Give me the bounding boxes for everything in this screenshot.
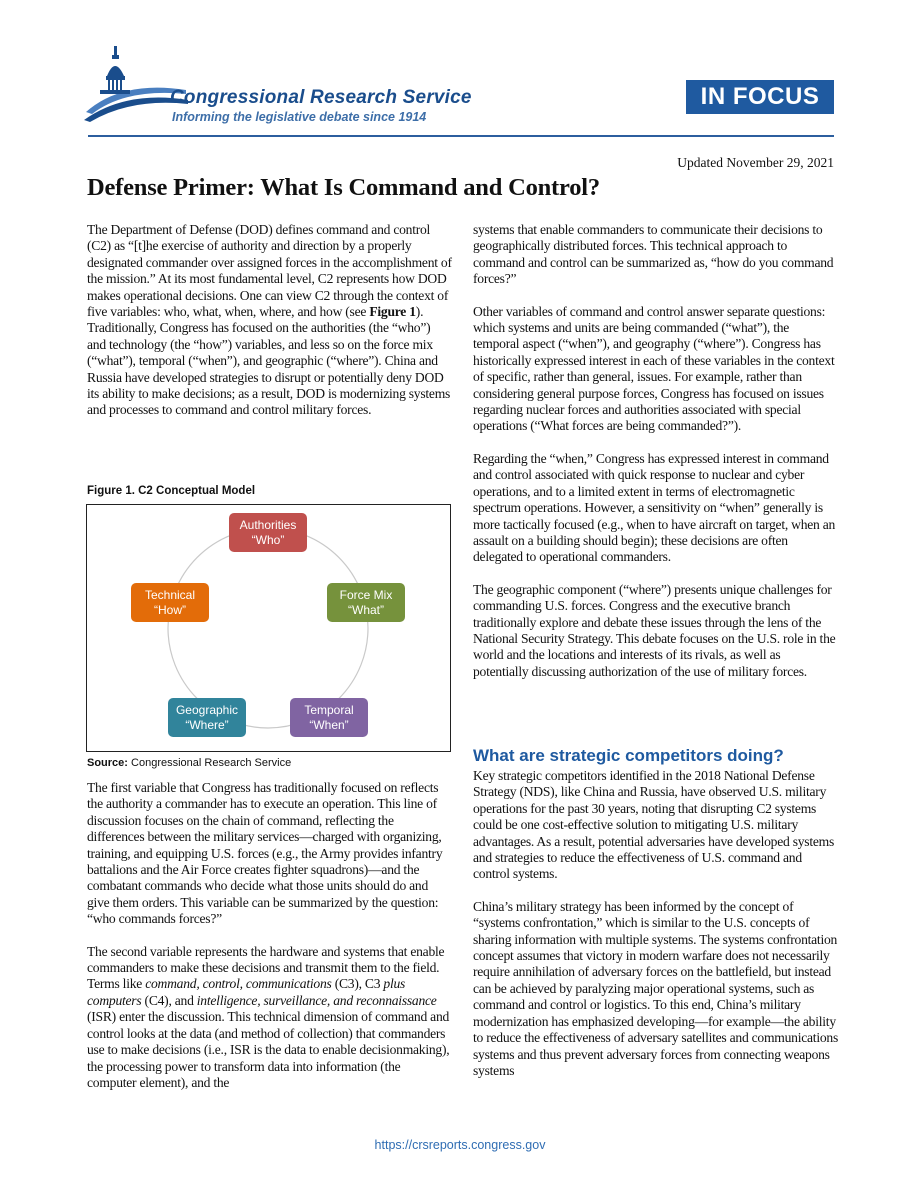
col2-paragraph-2: Other variables of command and control answer separate questions: which systems and units are being commanded (“what”), the temporal aspect (“when”), and geography (“where”). Congress has historically expressed interest in each of these variables in the context of specific, rather than general, issues. For example, rather than considering general purpose forces, Congress has focused on issues regarding nuclear forces and authorities associated with special operations (“What forces are being commanded?”). <box>473 303 835 434</box>
figure-caption: Figure 1. C2 Conceptual Model <box>87 485 256 497</box>
in-focus-badge: IN FOCUS <box>686 80 834 114</box>
col1-paragraph-2: The first variable that Congress has traditionally focused on reflects the authority a commander has to execute an operation. This line of discussion focuses on the chain of command, reflecting the differences between the military services—charged with organizing, training, and equipping U.S. forces (e.g., the Army provides infantry battalions and the Air Force creates fighter squadrons)—and the combatant commands who decide what those units should do and give them orders. This variable can be summarized by the question: “who commands forces?” <box>87 780 443 927</box>
section-heading: What are strategic competitors doing? <box>473 746 784 765</box>
node-temporal: Temporal “When” <box>290 698 368 737</box>
org-tagline: Informing the legislative debate since 1914 <box>172 110 427 124</box>
node-technical: Technical “How” <box>131 583 209 622</box>
col2-paragraph-4: The geographic component (“where”) presents unique challenges for commanding U.S. forces. Congress and the executive branch traditionally explore and debate these issues through the lens of the National Security Strategy. This debate focuses on the U.S. role in the world and the locations and interests of its rivals, as well as potentially discussing authorization of the use of military forces. <box>473 581 836 679</box>
figure-source: Source: Congressional Research Service <box>87 757 292 769</box>
figure-1-reference[interactable]: Figure 1 <box>369 304 416 320</box>
header-rule <box>88 135 834 137</box>
col2-section <box>473 768 838 1079</box>
crs-logo[interactable] <box>82 40 492 130</box>
col1-intro <box>87 222 452 419</box>
col2-paragraph-3: Regarding the “when,” Congress has expressed interest in command and control associated with quick response to nuclear and cyber operations, and to a limited extent in terms of electromagnetic spectrum operations. However, a sensitivity on “when” generally is more tactically focused (e.g., when to have aircraft on target, when an assault on a building should begin); these decisions are often delegated to operational commanders. <box>473 450 836 565</box>
col2-body <box>473 222 838 680</box>
updated-date: Updated November 29, 2021 <box>677 155 834 170</box>
node-force-mix: Force Mix “What” <box>327 583 405 622</box>
col1-paragraph-3: The second variable represents the hardware and systems that enable commanders to make these decisions and transmit them to the field. Terms like command, control, communications (C3), C3 plus computers (C4), and intelligence, surveillance, and reconnaissance (ISR) enter the discussion. This technical dimension of command and control looks at the data (and method of collection) that commanders use to make decisions (i.e., ISR is the data to enable decisionmaking), the processing power to transform data into information (the computer element), and the <box>87 943 450 1090</box>
col1-paragraph-1: The Department of Defense (DOD) defines command and control (C2) as “[t]he exercise of authority and direction by a properly designated commander over assigned forces in the accomplishment of the mission.” At its most fundamental level, C2 represents how DOD makes operational decisions. One can view C2 through the context of five variables: who, what, when, where, and how (see Figure 1). Traditionally, Congress has focused on the authorities (the “who”) and technology (the “how”) variables, and less so on the force mix (“what”), temporal (“when”), and geographic (“where”). China and Russia have developed strategies to disrupt or potentially deny DOD its ability to make decisions; as a result, DOD is modernizing systems and processes to command and control military forces. <box>87 222 452 418</box>
footer-url[interactable]: https://crsreports.congress.gov <box>374 1138 546 1152</box>
node-geographic: Geographic “Where” <box>168 698 246 737</box>
page-title: Defense Primer: What Is Command and Control? <box>87 174 600 201</box>
c2-conceptual-model-figure <box>86 504 451 752</box>
col1-body <box>87 780 452 1091</box>
org-name: Congressional Research Service <box>170 87 472 108</box>
col2-paragraph-6: China’s military strategy has been informed by the concept of “systems confrontation,” which is similar to the U.S. concepts of sharing information with multiple systems. The systems confrontation concept assumes that victory in modern warfare does not necessarily require annihilation of adversary forces on the battlefield, but instead can be achieved by paralyzing major operational systems, such as command and control or logistics. To this end, China’s military modernization has emphasized developing—for example—the ability to reduce the effectiveness of adversary satellites and communications systems and thus prevent adversary forces from connecting weapons systems <box>473 898 838 1078</box>
col2-paragraph-1: systems that enable commanders to communicate their decisions to geographically distributed forces. This technical approach to command and control can be summarized as, “how do you command forces?” <box>473 222 834 287</box>
node-authorities: Authorities “Who” <box>229 513 307 552</box>
col2-paragraph-5: Key strategic competitors identified in the 2018 National Defense Strategy (NDS), like China and Russia, have observed U.S. military operations for the past 30 years, noting that disrupting C2 systems could be one cost-effective solution to mitigating U.S. military advantages. As a result, potential adversaries have developed systems and strategies to reduce the effectiveness of U.S. command and control systems. <box>473 768 834 882</box>
